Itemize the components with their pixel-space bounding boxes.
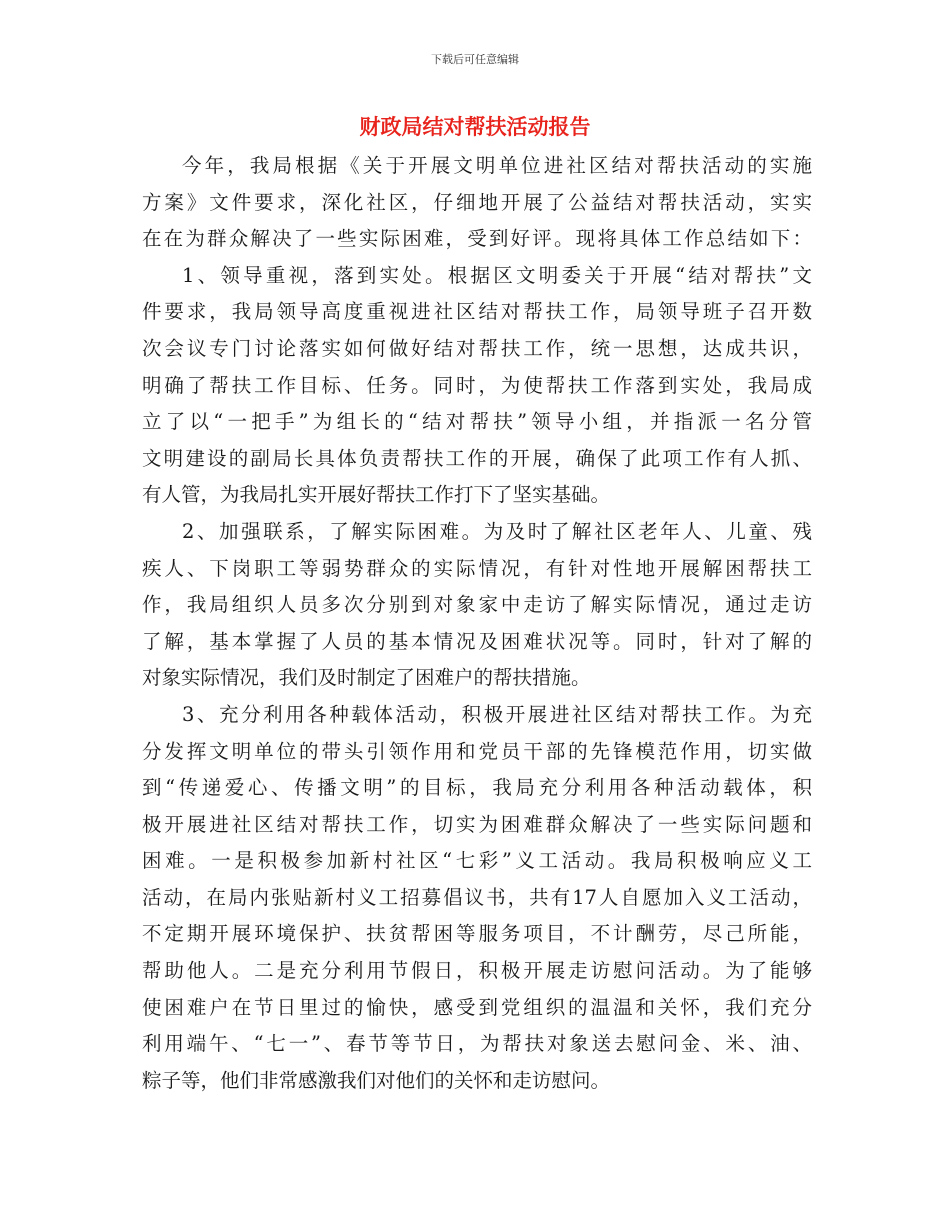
text-line: 使困难户在节日里过的愉快，感受到党组织的温温和关怀，我们充分: [142, 995, 812, 1019]
text-line: 利用端午、“七一”、春节等节日，为帮扶对象送去慰问金、米、油、: [142, 1032, 812, 1056]
text-line: 2、加强联系，了解实际困难。为及时了解社区老年人、儿童、残: [182, 519, 812, 543]
text-line: 分发挥文明单位的带头引领作用和党员干部的先锋模范作用，切实做: [142, 739, 812, 763]
paragraph: [142, 514, 812, 697]
text-line: 在在为群众解决了一些实际困难，受到好评。现将具体工作总结如下：: [142, 227, 812, 251]
text-line: 1、领导重视，落到实处。根据区文明委关于开展“结对帮扶”文: [182, 263, 812, 287]
paragraph: [142, 148, 812, 258]
text-line: 文明建设的副局长具体负责帮扶工作的开展，确保了此项工作有人抓、: [142, 446, 812, 470]
text-line: 件要求，我局领导高度重视进社区结对帮扶工作，局领导班子召开数: [142, 300, 812, 324]
text-line: 疾人、下岗职工等弱势群众的实际情况，有针对性地开展解困帮扶工: [142, 556, 812, 580]
text-line: 极开展进社区结对帮扶工作，切实为困难群众解决了一些实际问题和: [142, 812, 812, 836]
text-line: 困难。一是积极参加新村社区“七彩”义工活动。我局积极响应义工: [142, 849, 812, 873]
text-line: 帮助他人。二是充分利用节假日，积极开展走访慰问活动。为了能够: [142, 959, 812, 983]
paragraph: [142, 258, 812, 514]
document-body: [142, 148, 812, 1158]
text-line: 粽子等，他们非常感激我们对他们的关怀和走访慰问。: [142, 1068, 611, 1092]
text-line: 有人管，为我局扎实开展好帮扶工作打下了坚实基础。: [142, 483, 611, 507]
text-line: 不定期开展环境保护、扶贫帮困等服务项目，不计酬劳，尽己所能，: [142, 922, 812, 946]
text-line: 立了以“一把手”为组长的“结对帮扶”领导小组，并指派一名分管: [142, 410, 812, 434]
text-line: 明确了帮扶工作目标、任务。同时，为使帮扶工作落到实处，我局成: [142, 373, 812, 397]
text-line: 作，我局组织人员多次分别到对象家中走访了解实际情况，通过走访: [142, 593, 812, 617]
text-line: 今年，我局根据《关于开展文明单位进社区结对帮扶活动的实施: [182, 154, 812, 177]
text-line: 3、充分利用各种载体活动，积极开展进社区结对帮扶工作。为充: [182, 702, 812, 726]
text-line: 了解，基本掌握了人员的基本情况及困难状况等。同时，针对了解的: [142, 629, 812, 653]
text-line: 活动，在局内张贴新村义工招募倡议书，共有17人自愿加入义工活动，: [142, 885, 812, 909]
text-line: 到“传递爱心、传播文明”的目标，我局充分利用各种活动载体，积: [142, 776, 812, 800]
text-line: 对象实际情况，我们及时制定了困难户的帮扶措施。: [142, 666, 591, 690]
paragraph: [142, 697, 812, 1100]
text-line: 次会议专门讨论落实如何做好结对帮扶工作，统一思想，达成共识，: [142, 336, 812, 360]
document-title: 财政局结对帮扶活动报告: [359, 114, 591, 139]
text-line: 方案》文件要求，深化社区，仔细地开展了公益结对帮扶活动，实实: [142, 190, 812, 214]
header-note: 下载后可任意编辑: [431, 53, 519, 66]
